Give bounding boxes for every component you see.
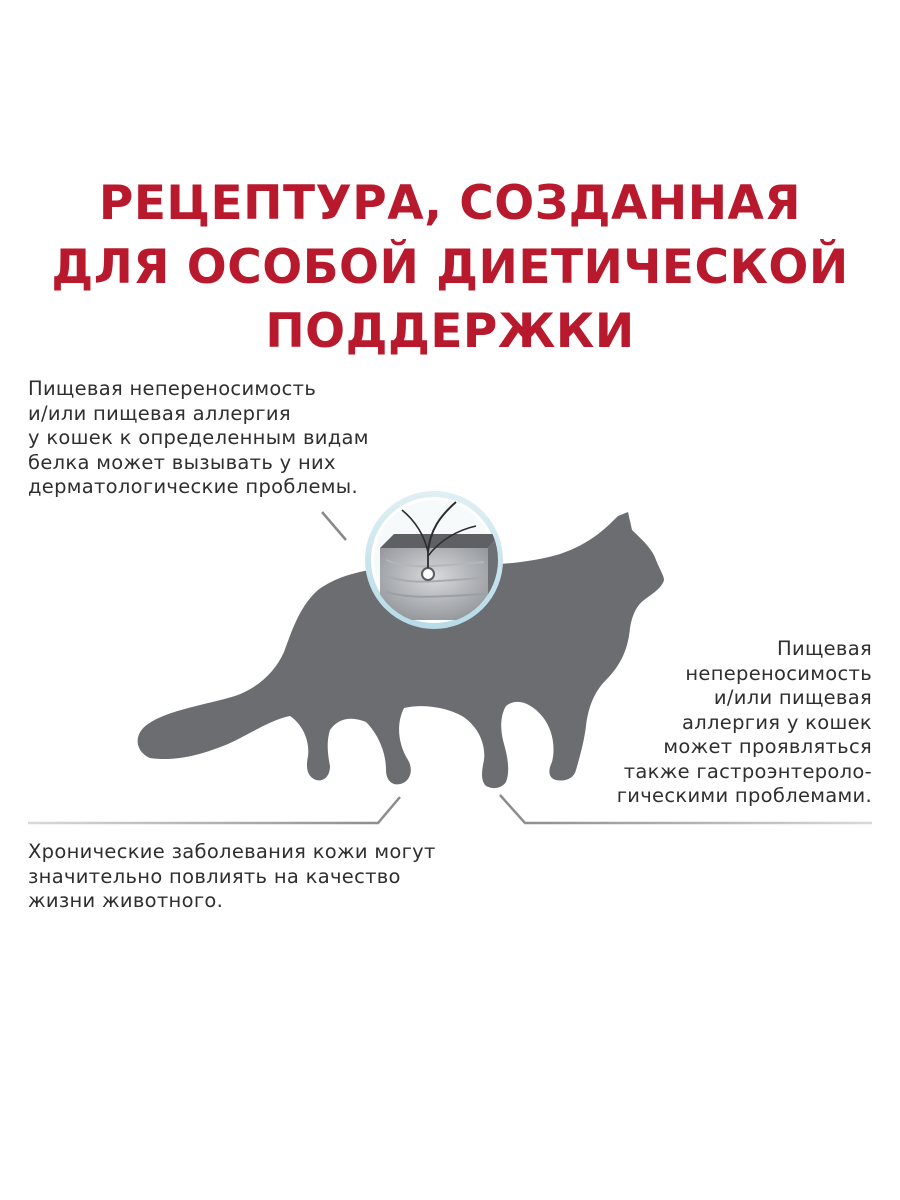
note-line: может проявляться: [663, 735, 872, 758]
note-line: Хронические заболевания кожи могут: [28, 840, 436, 863]
note-line: и/или пищевая: [713, 686, 872, 709]
note-line: также гастроэнтероло-: [623, 759, 872, 783]
callout-line-right: [500, 795, 872, 823]
note-line: аллергия у кошек: [682, 710, 872, 734]
callout-line-bottom-left: [28, 797, 400, 823]
note-line: у кошек к определенным видам: [28, 426, 369, 449]
headline-line-2: ДЛЯ ОСОБОЙ ДИЕТИЧЕСКОЙ: [51, 240, 849, 295]
headline-line-1: РЕЦЕПТУРА, СОЗДАННАЯ: [98, 176, 802, 231]
note-line: непереносимость: [685, 661, 872, 685]
note-line: гическими проблемами.: [616, 784, 872, 807]
note-line: белка может вызывать у них: [28, 450, 336, 474]
note-line: жизни животного.: [28, 889, 224, 912]
note-line: значительно повлиять на качество: [28, 864, 401, 888]
headline-line-3: ПОДДЕРЖКИ: [265, 304, 635, 359]
note-line: дерматологические проблемы.: [28, 475, 358, 498]
skin-cross-section-icon: [366, 492, 502, 628]
note-line: Пищевая непереносимость: [28, 377, 317, 400]
note-line: и/или пищевая аллергия: [28, 401, 291, 425]
callout-line-top-left: [28, 512, 346, 540]
note-line: Пищевая: [777, 637, 872, 660]
